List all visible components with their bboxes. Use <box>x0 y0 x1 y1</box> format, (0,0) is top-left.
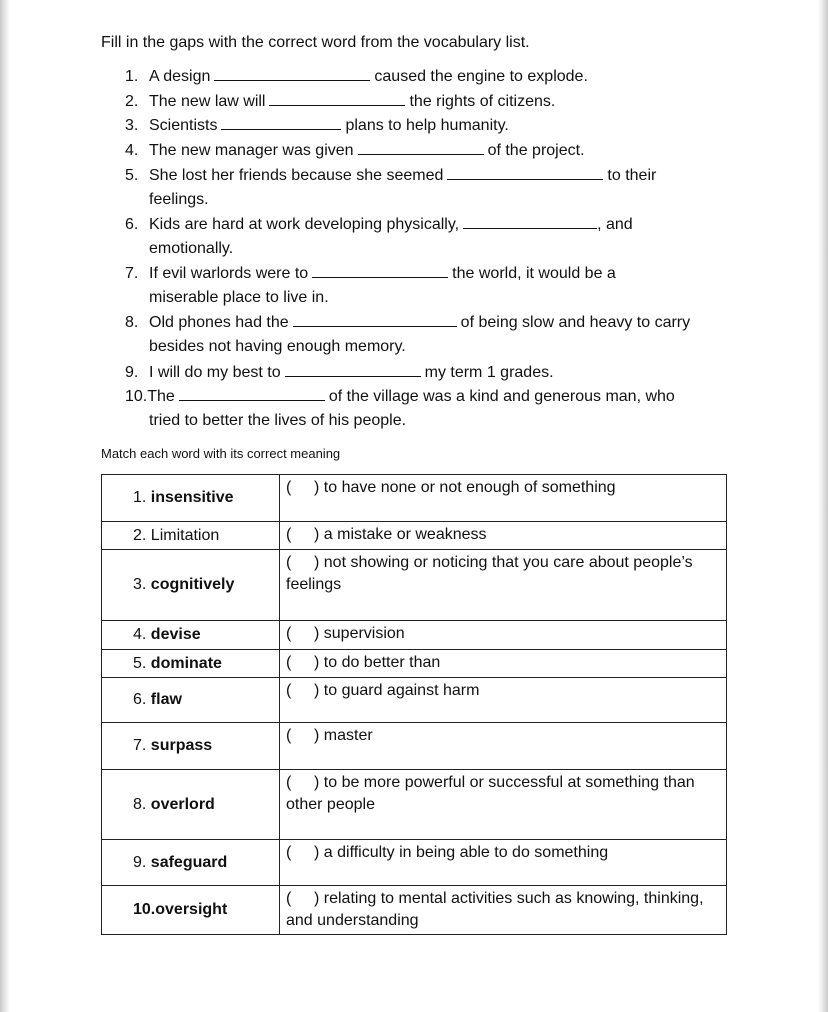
question-3: 3. Scientists plans to help humanity. <box>125 114 735 138</box>
definition-cell[interactable]: ( ) master <box>280 723 727 770</box>
definition-cell[interactable]: ( ) relating to mental activities such as knowing, thinking, and understanding <box>280 886 727 935</box>
word-cell: 3. cognitively <box>102 550 280 621</box>
table-row <box>102 650 727 678</box>
answer-blank[interactable] <box>312 262 448 278</box>
table-row <box>102 723 727 770</box>
definition-cell[interactable]: ( ) supervision <box>280 621 727 650</box>
question-4: 4. The new manager was given of the project. <box>125 139 735 163</box>
answer-blank[interactable] <box>358 139 484 155</box>
word-cell: 4. devise <box>102 621 280 650</box>
definition-cell[interactable]: ( ) to guard against harm <box>280 678 727 723</box>
question-5: 5. She lost her friends because she seemed to their feelings. <box>125 164 735 212</box>
table-row <box>102 840 727 886</box>
answer-blank[interactable] <box>285 361 421 377</box>
answer-blank[interactable] <box>214 65 370 81</box>
table-row <box>102 886 727 935</box>
question-9: 9. I will do my best to my term 1 grades. <box>125 361 735 385</box>
word-cell: 2. Limitation <box>102 522 280 550</box>
matching-table <box>101 474 727 935</box>
definition-cell[interactable]: ( ) to be more powerful or successful at something than other people <box>280 770 727 840</box>
word-cell: 9. safeguard <box>102 840 280 886</box>
definition-cell[interactable]: ( ) a mistake or weakness <box>280 522 727 550</box>
definition-cell[interactable]: ( ) to do better than <box>280 650 727 678</box>
definition-cell[interactable]: ( ) a difficulty in being able to do something <box>280 840 727 886</box>
page-shadow-left <box>0 0 10 1012</box>
answer-blank[interactable] <box>293 311 457 327</box>
word-cell: 7. surpass <box>102 723 280 770</box>
word-cell: 8. overlord <box>102 770 280 840</box>
definition-cell[interactable]: ( ) to have none or not enough of something <box>280 475 727 522</box>
answer-blank[interactable] <box>447 164 603 180</box>
table-row <box>102 621 727 650</box>
question-8: 8. Old phones had the of being slow and heavy to carry besides not having enough memory. <box>125 311 735 359</box>
table-row <box>102 522 727 550</box>
word-cell: 6. flaw <box>102 678 280 723</box>
table-row <box>102 678 727 723</box>
answer-blank[interactable] <box>221 114 341 130</box>
answer-blank[interactable] <box>179 385 325 401</box>
definition-cell[interactable]: ( ) not showing or noticing that you care about people’s feelings <box>280 550 727 621</box>
word-cell: 10.oversight <box>102 886 280 935</box>
answer-blank[interactable] <box>269 90 405 106</box>
question-1: 1. A design caused the engine to explode. <box>125 65 735 89</box>
table-row <box>102 475 727 522</box>
table-row <box>102 550 727 621</box>
question-7: 7. If evil warlords were to the world, it would be a miserable place to live in. <box>125 262 735 310</box>
question-6: 6. Kids are hard at work developing physically, , and emotionally. <box>125 213 735 261</box>
table-row <box>102 770 727 840</box>
page-shadow-right <box>818 0 828 1012</box>
question-10: 10.The of the village was a kind and generous man, who tried to better the lives of his people. <box>125 385 735 433</box>
word-cell: 5. dominate <box>102 650 280 678</box>
fill-gaps-instruction: Fill in the gaps with the correct word from the vocabulary list. <box>101 34 530 51</box>
answer-blank[interactable] <box>463 213 597 229</box>
word-cell: 1. insensitive <box>102 475 280 522</box>
question-2: 2. The new law will the rights of citizens. <box>125 90 735 114</box>
match-instruction: Match each word with its correct meaning <box>101 446 341 461</box>
